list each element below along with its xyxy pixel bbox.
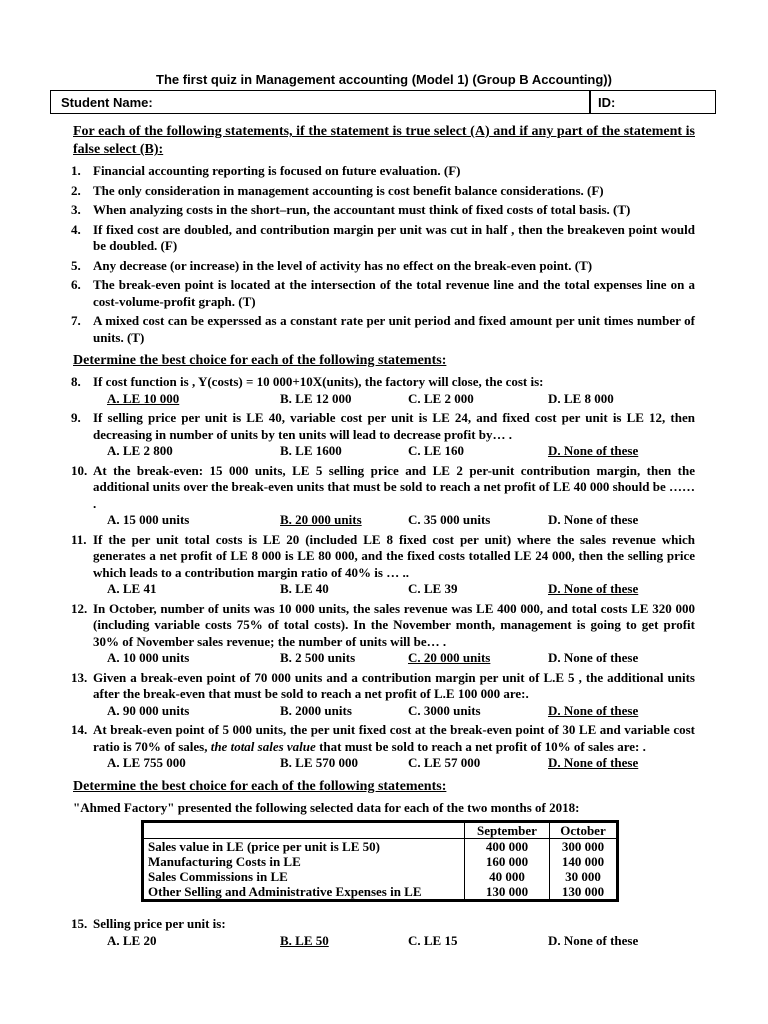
choice-d: D. None of these: [548, 512, 639, 527]
choice-d: D. None of these: [548, 443, 639, 458]
section-heading: Determine the best choice for each of the following statements:: [73, 353, 447, 368]
choice-a: A. LE 755 000: [107, 755, 186, 770]
question-text: The only consideration in management accounting is cost benefit balance considerations. (F): [93, 182, 604, 198]
choices: [107, 581, 695, 598]
question-9: [73, 410, 695, 443]
question-number: 3.: [71, 202, 81, 217]
question-number: 7.: [71, 313, 81, 328]
question-text-part: At break-even point of 5 000 units, the per unit fixed cost at the break-even point of 30 LE and variable cost ratio is 70% of sales,: [93, 722, 695, 754]
question-number: 11.: [71, 531, 87, 547]
question-12: [73, 601, 695, 651]
id-label: ID:: [598, 95, 616, 110]
question-number: 10.: [71, 462, 88, 478]
cell-september: 130 000: [465, 884, 550, 899]
choice-d: D. None of these: [548, 702, 639, 718]
question-7: [73, 313, 695, 346]
choice-b: B. LE 50: [280, 932, 329, 948]
question-text: Selling price per unit is:: [93, 916, 226, 931]
question-10: [73, 463, 695, 513]
page-title: The first quiz in Management accounting (Model 1) (Group B Accounting)): [156, 72, 612, 87]
choice-b: B. 2 500 units: [280, 650, 356, 665]
choice-a: A. 10 000 units: [107, 650, 190, 665]
choice-b: B. LE 1600: [280, 443, 342, 458]
choices: [107, 391, 695, 408]
table-corner: [144, 823, 465, 839]
question-text: If the per unit total costs is LE 20 (included LE 8 fixed cost per unit) where the sales revenue which generates a net profit of LE 8 000 is LE 80 000, and the fixed costs totalled LE 24 000, then the selling price which leads to a contribution margin ratio of 40% is … ..: [93, 531, 695, 580]
divider: [589, 91, 591, 113]
table-row: [144, 869, 616, 884]
choices: [107, 512, 695, 529]
question-number: 9.: [71, 410, 81, 425]
choice-b: B. LE 12 000: [280, 390, 352, 406]
choice-c: C. 20 000 units: [408, 650, 491, 665]
data-intro: "Ahmed Factory" presented the following selected data for each of the two months of 2018:: [73, 799, 580, 815]
cell-october: 130 000: [549, 884, 616, 899]
choice-a: A. 15 000 units: [107, 512, 190, 527]
choice-a: A. LE 20: [107, 932, 157, 948]
question-text: Given a break-even point of 70 000 units and a contribution margin per unit of L.E 5 , the additional units after the break-even that must be sold to reach a net profit of L.E 100 000 are:.: [93, 669, 695, 701]
question-number: 5.: [71, 257, 81, 273]
table-row: [144, 839, 616, 855]
question-text: A mixed cost can be experssed as a constant rate per unit period and fixed amount per unit times number of units. (T): [93, 313, 695, 345]
question-2: [73, 183, 695, 200]
question-14: [73, 722, 695, 755]
choice-a: A. LE 10 000: [107, 390, 180, 406]
choice-c: C. 35 000 units: [408, 512, 491, 527]
choice-a: A. 90 000 units: [107, 702, 190, 718]
question-text: Financial accounting reporting is focused on future evaluation. (F): [93, 163, 461, 178]
table-row: [144, 854, 616, 869]
choice-c: C. LE 15: [408, 932, 458, 948]
row-label: Manufacturing Costs in LE: [148, 854, 301, 869]
row-label: Sales value in LE (price per unit is LE 50): [148, 839, 380, 854]
question-text: When analyzing costs in the short–run, the accountant must think of fixed costs of total basis. (T): [93, 202, 631, 217]
question-number: 13.: [71, 669, 88, 685]
choices: [107, 443, 695, 460]
question-5: [73, 258, 695, 275]
choice-a: A. LE 2 800: [107, 443, 173, 458]
question-text: If fixed cost are doubled, and contribution margin per unit was cut in half , then the breakeven point would be doubled. (F): [93, 221, 695, 253]
question-text: [93, 722, 695, 755]
question-text-emphasis: the total sales value: [210, 738, 316, 754]
question-number: 15.: [71, 916, 88, 931]
choice-b: B. LE 40: [280, 581, 329, 596]
question-6: [73, 277, 695, 310]
cell-october: 30 000: [549, 869, 616, 884]
choices: [107, 755, 695, 772]
student-name-label: Student Name:: [61, 95, 153, 110]
question-8: [73, 374, 695, 391]
question-number: 1.: [71, 163, 81, 178]
choice-a: A. LE 41: [107, 581, 157, 596]
question-number: 12.: [71, 600, 88, 616]
choice-d: D. None of these: [548, 755, 639, 770]
choice-b: B. LE 570 000: [280, 755, 359, 770]
choice-b: B. 2000 units: [280, 702, 352, 718]
table-row: [144, 884, 616, 899]
question-number: 14.: [71, 722, 88, 737]
choices: [107, 933, 695, 950]
question-text: At the break-even: 15 000 units, LE 5 selling price and LE 2 per-unit contribution margin, then the additional units over the break-even units that must be sold to reach a net profit of LE 40 000 should be …… .: [93, 462, 695, 511]
choice-c: C. LE 39: [408, 581, 458, 596]
choice-d: D. None of these: [548, 650, 639, 665]
cell-october: 140 000: [549, 854, 616, 869]
column-header: September: [465, 823, 550, 839]
choice-d: D. LE 8 000: [548, 390, 614, 406]
question-number: 6.: [71, 277, 81, 292]
column-header: October: [549, 823, 616, 839]
row-label: Other Selling and Administrative Expenses in LE: [148, 884, 422, 899]
choice-c: C. LE 2 000: [408, 390, 474, 406]
choice-c: C. LE 57 000: [408, 755, 481, 770]
question-13: [73, 670, 695, 703]
choice-c: C. LE 160: [408, 443, 464, 458]
cell-september: 160 000: [465, 854, 550, 869]
question-15: [73, 916, 695, 933]
choice-b: B. 20 000 units: [280, 512, 362, 527]
question-number: 8.: [71, 374, 81, 389]
cell-september: 40 000: [465, 869, 550, 884]
question-3: [73, 202, 695, 219]
question-text-part: that must be sold to reach a net profit of 10% of sales are: .: [315, 738, 646, 754]
question-text: If cost function is , Y(costs) = 10 000+10X(units), the factory will close, the cost is:: [93, 374, 544, 389]
section-heading: Determine the best choice for each of the following statements:: [73, 778, 447, 794]
choice-c: C. 3000 units: [408, 702, 481, 718]
question-text: In October, number of units was 10 000 units, the sales revenue was LE 400 000, and total costs LE 320 000 (including variable costs 75% of total costs). In the November month, management is going to get profit 30% of November sales revenue; the number of units will be… .: [93, 600, 695, 649]
question-1: [73, 163, 695, 180]
cell-september: 400 000: [465, 839, 550, 855]
row-label: Sales Commissions in LE: [148, 869, 288, 884]
data-table: [141, 820, 619, 902]
question-text: If selling price per unit is LE 40, variable cost per unit is LE 24, and fixed cost per unit is LE 12, then decreasing in number of units by ten units will lead to decrease profit by… .: [93, 410, 695, 442]
question-text: Any decrease (or increase) in the level of activity has no effect on the break-even point. (T): [93, 257, 593, 273]
question-number: 4.: [71, 221, 81, 237]
choices: [107, 650, 695, 667]
question-11: [73, 532, 695, 582]
question-4: [73, 222, 695, 255]
true-false-instructions: For each of the following statements, if the statement is true select (A) and if any part of the statement is false select (B):: [73, 124, 695, 157]
cell-october: 300 000: [549, 839, 616, 855]
choice-d: D. None of these: [548, 932, 639, 948]
student-info-box: [50, 90, 716, 114]
choices: [107, 703, 695, 720]
question-number: 2.: [71, 182, 81, 198]
choice-d: D. None of these: [548, 581, 639, 596]
quiz-content: [73, 123, 695, 952]
question-text: The break-even point is located at the intersection of the total revenue line and the total expenses line on a cost-volume-profit graph. (T): [93, 277, 695, 309]
